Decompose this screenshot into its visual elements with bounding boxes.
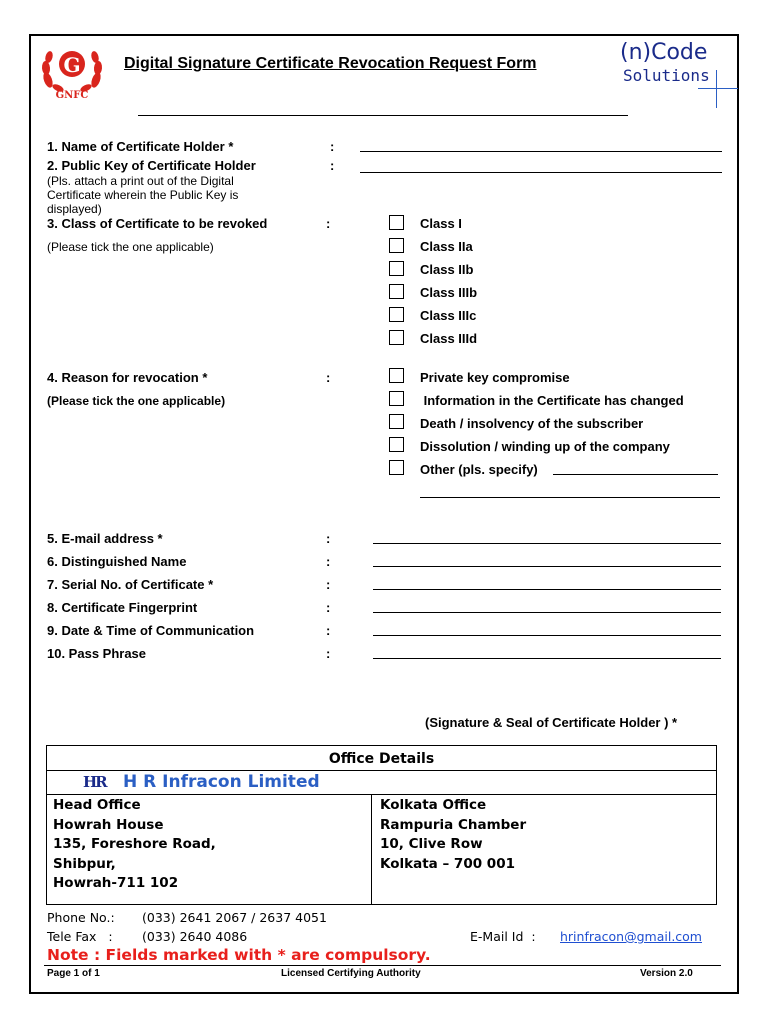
compulsory-note: Note : Fields marked with * are compulsory. xyxy=(47,946,431,964)
reason-checkbox[interactable] xyxy=(389,460,404,475)
footer-authority: Licensed Certifying Authority xyxy=(281,968,421,979)
field-label-public-key: 2. Public Key of Certificate Holder xyxy=(47,158,256,173)
gnfc-logo-letter: G xyxy=(63,53,81,77)
gnfc-logo xyxy=(38,40,106,102)
ncode-logo-cross-v xyxy=(716,70,717,108)
class-note: (Please tick the one applicable) xyxy=(47,240,214,254)
class-colon: : xyxy=(326,216,331,231)
signature-label: (Signature & Seal of Certificate Holder ) * xyxy=(425,715,678,730)
class-label: 3. Class of Certificate to be revoked xyxy=(47,216,268,231)
ncode-logo-line2: Solutions xyxy=(623,66,710,85)
reason-checkbox[interactable] xyxy=(389,368,404,383)
header-rule xyxy=(138,115,628,116)
field-input-email[interactable] xyxy=(373,543,721,544)
office-details-box xyxy=(46,745,717,905)
class-checkbox[interactable] xyxy=(389,215,404,230)
field-input-name[interactable] xyxy=(360,151,722,152)
field-label-email: 5. E-mail address * xyxy=(47,531,163,546)
class-option: Class IIb xyxy=(420,262,474,277)
reason-option: Dissolution / winding up of the company xyxy=(420,439,670,454)
field-label-serial: 7. Serial No. of Certificate * xyxy=(47,577,214,592)
company-name: H R Infracon Limited xyxy=(123,772,320,792)
reason-colon: : xyxy=(326,370,331,385)
address-line: Howrah House xyxy=(53,816,164,833)
page-title: Digital Signature Certificate Revocation Request Form xyxy=(124,55,537,72)
class-checkbox[interactable] xyxy=(389,330,404,345)
kolkata-office-address xyxy=(380,796,526,874)
field-label-datetime: 9. Date & Time of Communication xyxy=(47,623,255,638)
class-option: Class I xyxy=(420,216,462,231)
email-label: E-Mail Id : xyxy=(470,929,536,944)
company-row xyxy=(47,770,716,795)
ncode-logo xyxy=(620,40,738,108)
reason-option: Other (pls. specify) xyxy=(420,462,538,477)
phone-value: (033) 2641 2067 / 2637 4051 xyxy=(142,910,327,925)
class-checkbox[interactable] xyxy=(389,261,404,276)
address-line: Kolkata – 700 001 xyxy=(380,855,515,872)
public-key-note-line: Certificate wherein the Public Key is xyxy=(47,188,239,202)
class-option: Class IIa xyxy=(420,239,473,254)
address-line: 135, Foreshore Road, xyxy=(53,836,216,852)
field-colon: : xyxy=(326,623,331,638)
fax-label: Tele Fax : xyxy=(47,929,113,944)
class-option: Class IIIb xyxy=(420,285,478,300)
footer-version: Version 2.0 xyxy=(640,968,693,979)
address-line: Head Office xyxy=(53,797,141,813)
company-logo: HR xyxy=(83,773,106,791)
field-colon: : xyxy=(326,646,331,661)
field-label-distinguished-name: 6. Distinguished Name xyxy=(47,554,187,569)
address-line: 10, Clive Row xyxy=(380,836,483,852)
ncode-logo-line1: (n)Code xyxy=(620,40,708,65)
field-colon: : xyxy=(326,554,331,569)
other-specify-input-2[interactable] xyxy=(420,497,720,498)
head-office-address xyxy=(53,796,216,894)
field-colon: : xyxy=(326,531,331,546)
reason-checkbox[interactable] xyxy=(389,437,404,452)
class-checkbox[interactable] xyxy=(389,307,404,322)
footer-rule xyxy=(44,965,721,966)
fax-value: (033) 2640 4086 xyxy=(142,929,248,944)
reason-option: Information in the Certificate has changed xyxy=(420,393,684,408)
reason-checkbox[interactable] xyxy=(389,391,404,406)
public-key-note-line: displayed) xyxy=(47,202,102,216)
field-colon: : xyxy=(330,139,335,154)
public-key-note xyxy=(47,174,238,216)
reason-option: Private key compromise xyxy=(420,370,570,385)
field-input-distinguished-name[interactable] xyxy=(373,566,721,567)
office-details-heading: Office Details xyxy=(47,746,716,771)
address-line: Rampuria Chamber xyxy=(380,816,527,833)
field-label-fingerprint: 8. Certificate Fingerprint xyxy=(47,600,198,615)
class-option: Class IIId xyxy=(420,331,478,346)
reason-note: (Please tick the one applicable) xyxy=(47,394,226,408)
ncode-logo-cross-h xyxy=(698,88,738,89)
field-colon: : xyxy=(330,158,335,173)
field-input-public-key[interactable] xyxy=(360,172,722,173)
field-input-pass-phrase[interactable] xyxy=(373,658,721,659)
footer-page: Page 1 of 1 xyxy=(47,968,100,979)
gnfc-logo-text: GNFC xyxy=(55,90,89,101)
phone-label: Phone No.: xyxy=(47,910,115,925)
class-option: Class IIIc xyxy=(420,308,477,323)
reason-checkbox[interactable] xyxy=(389,414,404,429)
reason-option: Death / insolvency of the subscriber xyxy=(420,416,644,431)
reason-label: 4. Reason for revocation * xyxy=(47,370,208,385)
field-label-pass-phrase: 10. Pass Phrase xyxy=(47,646,147,661)
email-link[interactable]: hrinfracon@gmail.com xyxy=(560,929,702,944)
office-divider xyxy=(371,794,372,904)
field-input-datetime[interactable] xyxy=(373,635,721,636)
class-checkbox[interactable] xyxy=(389,284,404,299)
address-line: Howrah-711 102 xyxy=(53,875,179,891)
address-line: Kolkata Office xyxy=(380,797,487,813)
field-input-serial[interactable] xyxy=(373,589,721,590)
field-label-name: 1. Name of Certificate Holder * xyxy=(47,139,234,154)
other-specify-input[interactable] xyxy=(553,474,718,475)
field-input-fingerprint[interactable] xyxy=(373,612,721,613)
field-colon: : xyxy=(326,577,331,592)
address-line: Shibpur, xyxy=(53,855,116,872)
public-key-note-line: (Pls. attach a print out of the Digital xyxy=(47,174,234,188)
class-checkbox[interactable] xyxy=(389,238,404,253)
field-colon: : xyxy=(326,600,331,615)
